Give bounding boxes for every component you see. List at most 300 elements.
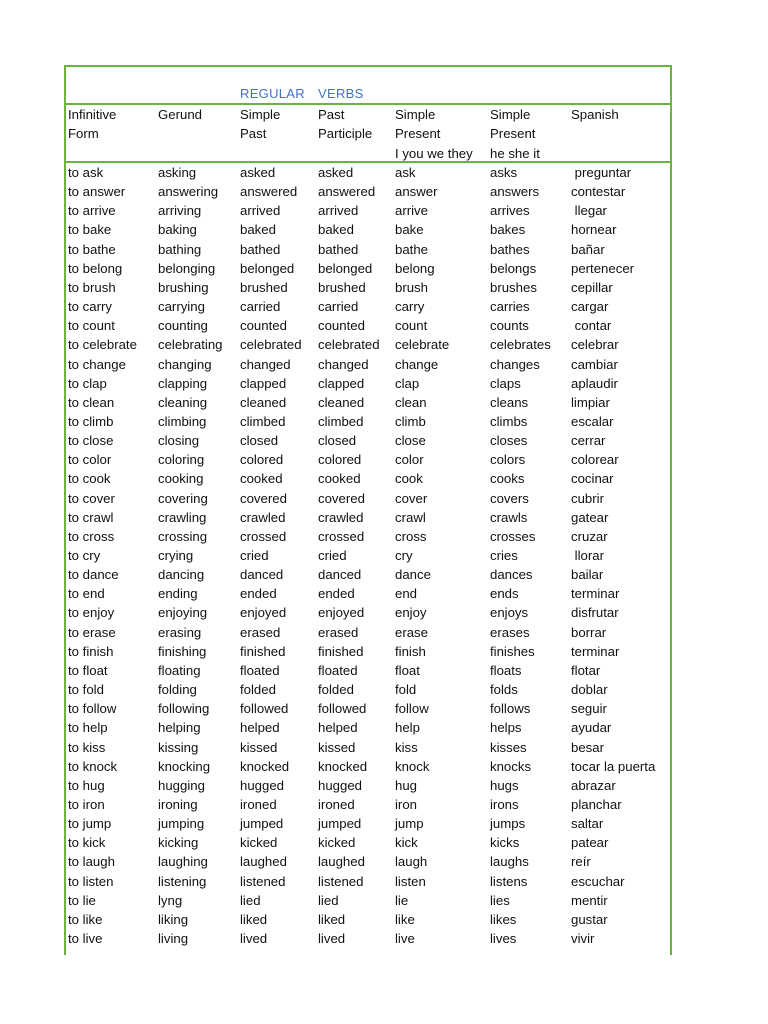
cell-gerund: jumping [158,816,205,832]
cell-simple-past: celebrated [240,337,302,353]
cell-simple-present-plural: cross [395,528,427,544]
cell-past-participle: kicked [318,835,356,851]
cell-gerund: covering [158,490,208,506]
cell-spanish: llorar [571,548,604,563]
table-row [66,316,670,335]
table-row [66,872,670,891]
cell-simple-present-plural: follow [395,701,429,717]
table-row [66,240,670,259]
table-row [66,163,670,182]
cell-simple-present-singular: celebrates [490,337,551,353]
cell-simple-present-singular: counts [490,318,529,334]
table-row [66,833,670,852]
cell-simple-past: crossed [240,528,287,544]
cell-infinitive: to knock [68,758,118,774]
cell-simple-past: cleaned [240,394,287,410]
cell-infinitive: to clean [68,394,115,410]
cell-spanish: terminar [571,643,620,659]
cell-simple-present-singular: closes [490,433,528,449]
cell-spanish: flotar [571,662,601,678]
cell-simple-past: covered [240,490,287,506]
cell-gerund: bathing [158,241,202,257]
cell-simple-present-plural: live [395,931,415,946]
cell-spanish: planchar [571,796,622,812]
cell-simple-present-plural: brush [395,279,428,295]
header-spanish: Spanish [571,107,619,122]
cell-simple-past: ended [240,586,277,602]
cell-gerund: counting [158,318,208,334]
cell-simple-present-singular: belongs [490,260,537,276]
cell-simple-past: finished [240,643,286,659]
cell-infinitive: to count [68,318,115,334]
cell-simple-present-singular: floats [490,662,522,678]
cell-simple-present-singular: covers [490,490,529,506]
cell-infinitive: to kick [68,835,106,851]
cell-spanish: gustar [571,911,608,927]
cell-infinitive: to dance [68,567,119,583]
cell-gerund: clapping [158,375,208,391]
cell-past-participle: belonged [318,260,373,276]
cell-simple-past: ironed [240,796,277,812]
cell-simple-present-singular: folds [490,682,518,698]
cell-spanish: escalar [571,413,614,429]
cell-gerund: listening [158,873,207,889]
table-row [66,757,670,776]
cell-simple-past: baked [240,222,276,238]
cell-gerund: cooking [158,471,204,487]
cell-simple-present-singular: changes [490,356,540,372]
cell-infinitive: to lie [68,892,96,908]
cell-simple-present-singular: hugs [490,777,519,793]
cell-simple-present-singular: arrives [490,203,530,219]
cell-simple-present-plural: arrive [395,203,428,219]
table-row [66,852,670,871]
cell-simple-past: closed [240,433,279,449]
cell-simple-present-singular: follows [490,701,531,717]
verb-table [64,65,672,955]
cell-simple-past: floated [240,662,280,678]
cell-gerund: answering [158,184,219,200]
cell-spanish: patear [571,835,609,851]
header-past-participle: Past [318,107,345,122]
cell-gerund: hugging [158,777,205,793]
cell-simple-present-plural: count [395,318,428,334]
cell-simple-present-plural: knock [395,758,430,774]
header-row [66,144,670,163]
cell-gerund: folding [158,682,197,698]
cell-past-participle: climbed [318,413,364,429]
cell-spanish: vivir [571,931,595,946]
cell-simple-past: cooked [240,471,283,487]
header-simple-present-plural: I you we they [395,145,473,161]
cell-simple-past: erased [240,624,281,640]
cell-past-participle: ironed [318,796,355,812]
cell-spanish: llegar [571,203,607,219]
table-row [66,469,670,488]
cell-simple-present-singular: cleans [490,394,529,410]
cell-spanish: cambiar [571,356,618,372]
cell-simple-present-plural: belong [395,260,435,276]
cell-simple-past: climbed [240,413,286,429]
cell-simple-present-singular: laughs [490,854,529,870]
cell-gerund: celebrating [158,337,223,353]
cell-simple-present-singular: helps [490,720,522,736]
cell-gerund: closing [158,433,200,449]
header-past-participle: Participle [318,126,373,142]
cell-spanish: limpiar [571,394,610,410]
cell-infinitive: to clap [68,375,107,391]
cell-gerund: liking [158,911,189,927]
cell-simple-present-plural: cry [395,548,413,563]
table-row [66,680,670,699]
header-gerund: Gerund [158,107,202,122]
cell-simple-present-plural: end [395,586,418,602]
table-row [66,795,670,814]
cell-spanish: aplaudir [571,375,618,391]
cell-spanish: tocar la puerta [571,758,656,774]
header-infinitive: Infinitive [68,107,117,122]
cell-spanish: mentir [571,892,608,908]
cell-simple-present-plural: clean [395,394,427,410]
cell-spanish: disfrutar [571,605,619,621]
table-row [66,584,670,603]
cell-past-participle: lied [318,892,339,908]
table-row [66,259,670,278]
cell-simple-present-singular: lies [490,892,510,908]
cell-gerund: enjoying [158,605,208,621]
cell-infinitive: to cover [68,490,115,506]
cell-simple-present-plural: jump [395,816,424,832]
cell-simple-present-plural: celebrate [395,337,450,353]
cell-spanish: abrazar [571,777,616,793]
table-row [66,450,670,469]
table-row [66,393,670,412]
cell-simple-past: helped [240,720,280,736]
cell-simple-past: cried [240,548,269,563]
cell-gerund: floating [158,662,201,678]
cell-infinitive: to celebrate [68,337,137,353]
cell-infinitive: to finish [68,643,114,659]
cell-simple-past: listened [240,873,286,889]
cell-simple-present-singular: finishes [490,643,535,659]
cell-simple-present-singular: cries [490,548,518,563]
cell-past-participle: knocked [318,758,368,774]
cell-simple-present-singular: jumps [490,816,526,832]
table-row [66,929,670,948]
cell-past-participle: colored [318,452,362,468]
header-simple-present-singular: Simple [490,107,531,122]
cell-simple-present-plural: kick [395,835,418,851]
cell-gerund: ending [158,586,198,602]
cell-simple-present-plural: clap [395,375,420,391]
cell-simple-past: lied [240,892,261,908]
cell-spanish: contar [571,318,612,334]
cell-spanish: preguntar [571,165,632,180]
title-row [66,67,670,105]
cell-infinitive: to iron [68,796,105,812]
cell-spanish: cruzar [571,528,608,544]
cell-gerund: asking [158,165,197,180]
cell-simple-present-plural: crawl [395,509,426,525]
cell-spanish: escuchar [571,873,625,889]
table-row [66,182,670,201]
table-row [66,718,670,737]
cell-past-participle: counted [318,318,365,334]
cell-infinitive: to like [68,911,103,927]
cell-past-participle: brushed [318,279,366,295]
table-row [66,642,670,661]
title-word-verbs: VERBS [318,86,364,101]
cell-simple-present-singular: answers [490,184,540,200]
cell-infinitive: to listen [68,873,114,889]
cell-infinitive: to brush [68,279,116,295]
cell-gerund: belonging [158,260,216,276]
cell-simple-present-singular: lives [490,931,517,946]
cell-simple-present-singular: bakes [490,222,526,238]
cell-spanish: cubrir [571,490,604,506]
cell-past-participle: kissed [318,739,356,755]
table-row [66,776,670,795]
cell-simple-present-singular: erases [490,624,530,640]
cell-simple-present-plural: close [395,433,426,449]
cell-gerund: crying [158,548,194,563]
cell-infinitive: to jump [68,816,112,832]
cell-gerund: erasing [158,624,202,640]
table-row [66,527,670,546]
cell-simple-past: bathed [240,241,281,257]
cell-simple-past: enjoyed [240,605,287,621]
cell-infinitive: to color [68,452,112,468]
cell-spanish: contestar [571,184,626,200]
cell-infinitive: to cry [68,548,101,563]
cell-simple-present-singular: knocks [490,758,532,774]
cell-simple-past: brushed [240,279,288,295]
cell-simple-past: hugged [240,777,285,793]
cell-gerund: arriving [158,203,202,219]
cell-gerund: lyng [158,892,183,908]
cell-simple-present-plural: change [395,356,439,372]
cell-infinitive: to end [68,586,105,602]
cell-simple-past: arrived [240,203,281,219]
cell-simple-present-plural: laugh [395,854,428,870]
cell-simple-past: liked [240,911,268,927]
cell-past-participle: arrived [318,203,359,219]
cell-past-participle: erased [318,624,359,640]
cell-simple-present-plural: climb [395,413,426,429]
cell-past-participle: floated [318,662,358,678]
cell-infinitive: to crawl [68,509,114,525]
cell-simple-past: followed [240,701,289,717]
title-word-regular: REGULAR [240,86,305,101]
cell-simple-present-singular: claps [490,375,521,391]
table-row [66,623,670,642]
cell-spanish: cocinar [571,471,614,487]
cell-infinitive: to cross [68,528,115,544]
cell-simple-past: danced [240,567,284,583]
cell-gerund: crawling [158,509,207,525]
cell-past-participle: clapped [318,375,365,391]
cell-spanish: seguir [571,701,607,717]
cell-past-participle: listened [318,873,364,889]
header-simple-past: Simple [240,107,281,122]
cell-past-participle: crossed [318,528,365,544]
header-simple-present-plural: Present [395,126,441,142]
cell-simple-present-plural: iron [395,796,417,812]
cell-spanish: hornear [571,222,617,238]
cell-infinitive: to bake [68,222,112,238]
cell-simple-past: asked [240,165,276,180]
cell-infinitive: to carry [68,299,112,315]
cell-infinitive: to follow [68,701,117,717]
table-row [66,603,670,622]
cell-past-participle: baked [318,222,354,238]
cell-gerund: brushing [158,279,209,295]
cell-past-participle: followed [318,701,367,717]
table-row [66,489,670,508]
cell-simple-present-singular: carries [490,299,530,315]
table-row [66,565,670,584]
cell-gerund: ironing [158,796,198,812]
cell-simple-present-plural: help [395,720,420,736]
table-row [66,891,670,910]
cell-simple-present-plural: listen [395,873,426,889]
cell-simple-past: clapped [240,375,287,391]
cell-simple-present-plural: cover [395,490,428,506]
cell-simple-present-plural: finish [395,643,426,659]
cell-simple-past: carried [240,299,281,315]
cell-infinitive: to change [68,356,126,372]
cell-spanish: colorear [571,452,619,468]
cell-gerund: following [158,701,210,717]
cell-spanish: celebrar [571,337,619,353]
cell-past-participle: enjoyed [318,605,365,621]
cell-infinitive: to cook [68,471,111,487]
cell-past-participle: ended [318,586,355,602]
cell-spanish: terminar [571,586,620,602]
cell-simple-present-plural: lie [395,892,409,908]
table-row [66,355,670,374]
cell-past-participle: bathed [318,241,359,257]
cell-simple-present-singular: cooks [490,471,525,487]
table-row [66,546,670,565]
cell-simple-past: jumped [240,816,284,832]
table-row [66,661,670,680]
cell-past-participle: jumped [318,816,362,832]
cell-simple-present-singular: irons [490,796,519,812]
cell-past-participle: lived [318,931,346,946]
cell-spanish: borrar [571,624,607,640]
table-row [66,220,670,239]
cell-infinitive: to laugh [68,854,115,870]
cell-simple-present-plural: carry [395,299,425,315]
table-row [66,412,670,431]
cell-past-participle: folded [318,682,354,698]
cell-infinitive: to fold [68,682,104,698]
cell-gerund: climbing [158,413,207,429]
table-row [66,431,670,450]
table-row [66,374,670,393]
cell-infinitive: to close [68,433,114,449]
cell-gerund: knocking [158,758,211,774]
cell-gerund: kicking [158,835,199,851]
cell-simple-past: kicked [240,835,278,851]
cell-simple-present-singular: dances [490,567,533,583]
cell-simple-present-plural: bathe [395,241,429,257]
cell-simple-present-singular: asks [490,165,518,180]
cell-simple-present-singular: kisses [490,739,527,755]
cell-past-participle: helped [318,720,358,736]
cell-simple-past: laughed [240,854,287,870]
table-row [66,910,670,929]
cell-past-participle: covered [318,490,365,506]
header-simple-present-singular: Present [490,126,536,142]
cell-past-participle: carried [318,299,359,315]
cell-past-participle: asked [318,165,354,180]
cell-spanish: bailar [571,567,604,583]
cell-simple-present-plural: like [395,911,415,927]
cell-spanish: pertenecer [571,260,635,276]
cell-simple-present-singular: bathes [490,241,530,257]
table-row [66,738,670,757]
cell-simple-past: crawled [240,509,286,525]
table-row [66,201,670,220]
cell-simple-present-singular: crawls [490,509,528,525]
table-row [66,814,670,833]
cell-simple-present-plural: kiss [395,739,418,755]
cell-gerund: baking [158,222,197,238]
cell-past-participle: celebrated [318,337,380,353]
cell-past-participle: finished [318,643,364,659]
cell-simple-past: answered [240,184,298,200]
cell-past-participle: danced [318,567,362,583]
header-simple-present-plural: Simple [395,107,436,122]
cell-simple-present-singular: ends [490,586,519,602]
cell-infinitive: to enjoy [68,605,115,621]
cell-simple-present-singular: colors [490,452,526,468]
cell-infinitive: to erase [68,624,116,640]
cell-gerund: laughing [158,854,208,870]
cell-past-participle: crawled [318,509,364,525]
cell-past-participle: closed [318,433,357,449]
cell-past-participle: cried [318,548,347,563]
cell-past-participle: cleaned [318,394,365,410]
cell-infinitive: to arrive [68,203,116,219]
cell-simple-present-plural: hug [395,777,418,793]
cell-simple-past: counted [240,318,287,334]
cell-spanish: reír [571,854,591,870]
cell-spanish: doblar [571,682,608,698]
cell-infinitive: to live [68,931,103,946]
cell-infinitive: to help [68,720,108,736]
cell-simple-past: changed [240,356,291,372]
cell-spanish: gatear [571,509,609,525]
cell-simple-past: folded [240,682,276,698]
cell-infinitive: to kiss [68,739,106,755]
cell-simple-past: knocked [240,758,290,774]
cell-simple-present-plural: float [395,662,420,678]
cell-gerund: finishing [158,643,207,659]
table-row [66,297,670,316]
cell-spanish: ayudar [571,720,612,736]
cell-gerund: dancing [158,567,205,583]
cell-past-participle: answered [318,184,376,200]
cell-past-participle: cooked [318,471,361,487]
cell-gerund: kissing [158,739,199,755]
cell-infinitive: to answer [68,184,126,200]
header-row [66,124,670,143]
cell-past-participle: hugged [318,777,363,793]
cell-simple-present-plural: erase [395,624,428,640]
